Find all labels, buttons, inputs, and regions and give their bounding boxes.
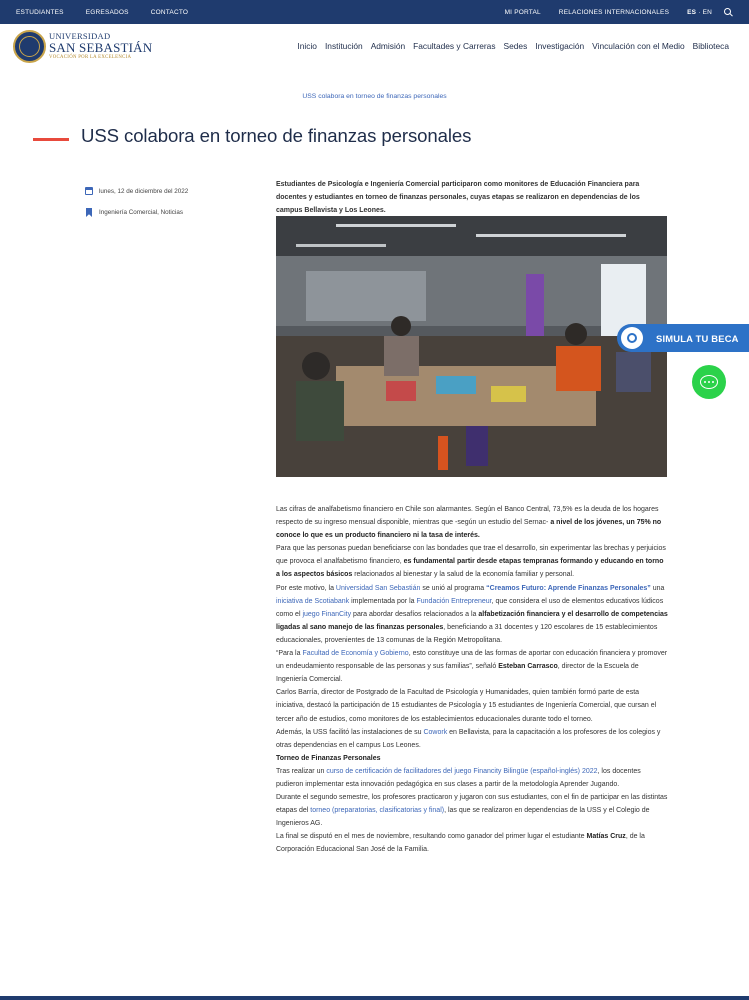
link-universidad-san-sebastian[interactable]: Universidad San Sebastián [335,584,421,592]
link-fundacion-entrepreneur[interactable]: Fundación Entrepreneur [416,597,492,605]
paragraph [276,542,668,581]
logo-line-2: SAN SEBASTIÁN [49,39,153,55]
link-juego-financity[interactable]: juego FinanCity [302,610,352,618]
paragraph [276,791,668,830]
text: Durante el segundo semestre, los profesores practicaron y jugaron con sus estudiantes, con el fin de participar en las distintas etapas del [276,794,668,815]
page-title: USS colabora en torneo de finanzas personales [81,125,472,146]
logo-wordmark [49,32,152,60]
bold-text: a nivel de los jóvenes, un 75% no conoce lo que es un producto financiero ni la tasa de interés. [276,519,662,540]
top-link-contacto[interactable]: CONTACTO [150,8,189,16]
top-link-mi-portal[interactable]: MI PORTAL [504,8,541,16]
text: Tras realizar un [276,767,327,775]
paragraph [276,830,668,856]
logo-tagline: VOCACIÓN POR LA EXCELENCIA [49,54,132,60]
text: Por este motivo, la [276,584,336,592]
text: en Bellavista, para la capacitación a los profesores de los colegios y otras dependencias en el campus Los Leones. [276,728,661,749]
nav-item-biblioteca[interactable]: Biblioteca [692,41,729,51]
text: , beneficiando a 31 docentes y 120 escolares de 15 establecimientos educacionales, provenientes de 13 comunas de la Región Metropolitana. [276,623,658,644]
paragraph [276,503,668,542]
paragraph [276,582,668,647]
post-categories-text[interactable]: Ingeniería Comercial, Noticias [99,209,183,216]
text: “Para la [276,650,303,658]
post-date-text: lunes, 12 de diciembre del 2022 [99,187,189,195]
top-link-egresados[interactable]: EGRESADOS [85,8,129,16]
text: para abordar desafíos relacionados a la [351,610,479,618]
text: una [650,584,665,592]
top-links-right [505,0,733,24]
nav-item-investigacion[interactable]: Investigación [535,41,585,51]
bold-text: Esteban Carrasco [498,663,558,671]
text: , que considera el uso de elementos educativos lúdicos como el [276,597,664,618]
paragraph [276,647,668,686]
paragraph [276,765,668,791]
top-links-left [16,0,188,24]
university-seal-icon [13,30,46,63]
bold-text: Torneo de Finanzas Personales [276,754,381,762]
main-header [0,24,749,70]
nav-item-inicio[interactable]: Inicio [297,41,317,51]
text: Las cifras de analfabetismo financiero en Chile son alarmantes. Según el Banco Central, 73,5% es la deuda de los hogares respecto de su ingreso mensual disponible, mientras que -según un estudio del Sernac- [276,506,659,527]
lang-es-link[interactable]: ES [687,8,697,16]
article-lead: Estudiantes de Psicología e Ingeniería Comercial participaron como monitores de Educación Financiera para docentes y estudiantes en torneo de finanzas personales, cuyas etapas se realizaron en dependencias de los campus Bellavista y Los Leones. [276,181,640,214]
accessibility-icon [621,327,643,349]
simula-tu-beca-label: SIMULA TU BECA [656,332,739,344]
link-creamos-futuro[interactable]: “Creamos Futuro: Aprende Finanzas Personales” [486,584,651,592]
article-photo-illustration [276,216,667,477]
chat-icon[interactable] [692,365,726,399]
calendar-icon [85,187,93,195]
bold-text: alfabetización financiera y el desarrollo de competencias ligadas al sano manejo de las finanzas personales [276,610,668,631]
top-utility-bar [0,0,749,24]
nav-item-institucion[interactable]: Institución [324,41,363,51]
text: Para que las personas puedan beneficiarse con las bondades que trae el desarrollo, sin experimentar las brechas y perjuicios que provoca el analfabetismo financiero, [276,545,666,566]
text: Además, la USS facilitó las instalaciones de su [276,728,424,736]
article-body [276,503,668,857]
post-categories [85,208,183,217]
text: , esto constituye una de las formas de aportar con educación financiera y promover un endeudamiento responsable de las personas y sus familias”, señaló [276,650,668,671]
lang-separator: · [698,8,701,16]
breadcrumb[interactable]: USS colabora en torneo de finanzas personales [302,93,447,100]
section-heading [276,752,668,765]
text: La final se disputó en el mes de noviembre, resultando como ganador del primer lugar el estudiante [276,833,587,841]
text: , director de la Escuela de Ingeniería Comercial. [276,663,639,684]
link-facultad-economia[interactable]: Facultad de Economía y Gobierno [302,650,409,658]
paragraph: Carlos Barría, director de Postgrado de la Facultad de Psicología y Humanidades, quien también formó parte de esta iniciativa, destacó la participación de 15 estudiantes de Psicología y 15 estudiantes de Ingeniería Comercial, que cursan el tercer año de estudios, como monitores de los establecimientos educacionales durante todo el torneo. [276,689,657,723]
title-accent-bar [33,138,69,141]
top-link-estudiantes[interactable]: ESTUDIANTES [16,8,64,16]
university-logo[interactable] [13,30,152,63]
nav-item-admision[interactable]: Admisión [370,41,406,51]
nav-item-facultades[interactable]: Facultades y Carreras [413,41,496,51]
main-nav [297,41,729,51]
top-link-relaciones-internacionales[interactable]: RELACIONES INTERNACIONALES [558,8,670,16]
nav-item-vinculacion[interactable]: Vinculación con el Medio [592,41,685,51]
bookmark-icon [86,208,92,217]
link-cowork[interactable]: Cowork [423,728,448,736]
simula-tu-beca-button[interactable] [617,324,749,352]
link-curso-certificacion[interactable]: curso de certificación de facilitadores del juego Financity Bilingüe (español-inglés) 2022 [326,767,598,775]
bold-text: es fundamental partir desde etapas tempranas formando y educando en torno a los aspectos básicos [276,558,664,579]
lang-en-link[interactable]: EN [702,8,712,16]
post-date [85,187,188,195]
search-icon[interactable] [724,8,733,17]
text: se unió al programa [420,584,487,592]
nav-item-sedes[interactable]: Sedes [503,41,528,51]
bold-text: Matías Cruz [586,833,626,841]
article-photo [276,216,667,477]
text: , los docentes pudieron implementar esta innovación pedagógica en sus clases a partir de la metodología Aprender Jugando. [276,767,641,788]
link-scotiabank[interactable]: iniciativa de Scotiabank [276,597,350,605]
logo-line-1: UNIVERSIDAD [49,31,111,42]
footer-edge [0,996,749,1000]
text: relacionados al bienestar y la salud de la economía familiar y personal. [352,571,575,579]
text: , las que se realizaron en dependencias de la USS y el Colegio de Ingenieros AG. [276,807,650,828]
link-torneo[interactable]: torneo (preparatorias, clasificatorias y final) [310,807,445,815]
text: implementada por la [349,597,417,605]
paragraph [276,726,668,752]
text: , de la Corporación Educacional San José de la Familia. [276,833,645,854]
